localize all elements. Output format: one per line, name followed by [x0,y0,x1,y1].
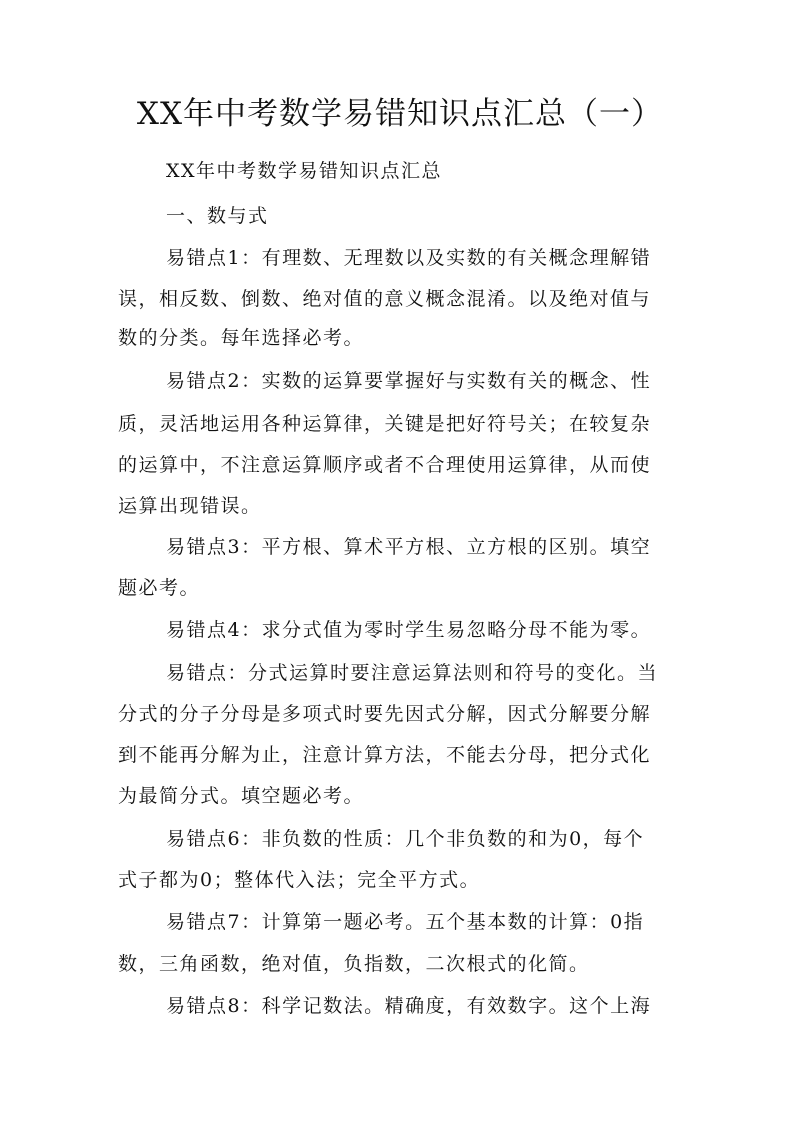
paragraph-line: 的运算中，不注意运算顺序或者不合理使用运算律，从而使 [118,454,652,476]
subtitle-line: XX年中考数学易错知识点汇总 [166,160,443,182]
paragraph-line: 题必考。 [118,577,201,599]
paragraph-line: 易错点1：有理数、无理数以及实数的有关概念理解错 [166,247,652,269]
paragraph-line: 式子都为0；整体代入法；完全平方式。 [118,869,481,891]
paragraph-line: 易错点7：计算第一题必考。五个基本数的计算：0指 [166,911,645,933]
paragraph-line: 易错点3：平方根、算术平方根、立方根的区别。填空 [166,536,652,558]
paragraph-line: 易错点4：求分式值为零时学生易忽略分母不能为零。 [166,619,652,641]
paragraph-line: 易错点8：科学记数法。精确度，有效数字。这个上海 [166,995,652,1017]
paragraph-line: 误，相反数、倒数、绝对值的意义概念混淆。以及绝对值与 [118,288,652,310]
paragraph-line: 为最简分式。填空题必考。 [118,785,365,807]
paragraph-line: 质，灵活地运用各种运算律，关键是把好符号关；在较复杂 [118,413,652,435]
paragraph-line: 运算出现错误。 [118,495,262,517]
section-heading: 一、数与式 [166,205,269,227]
paragraph-line: 易错点6：非负数的性质：几个非负数的和为0，每个 [166,828,645,850]
paragraph-line: 数，三角函数，绝对值，负指数，二次根式的化简。 [118,953,590,975]
document-title: XX年中考数学易错知识点汇总（一） [136,96,664,132]
paragraph-line: 易错点：分式运算时要注意运算法则和符号的变化。当 [166,662,659,684]
paragraph-line: 分式的分子分母是多项式时要先因式分解，因式分解要分解 [118,703,652,725]
paragraph-line: 到不能再分解为止，注意计算方法，不能去分母，把分式化 [118,744,652,766]
paragraph-line: 易错点2：实数的运算要掌握好与实数有关的概念、性 [166,370,652,392]
paragraph-line: 数的分类。每年选择必考。 [118,327,365,349]
